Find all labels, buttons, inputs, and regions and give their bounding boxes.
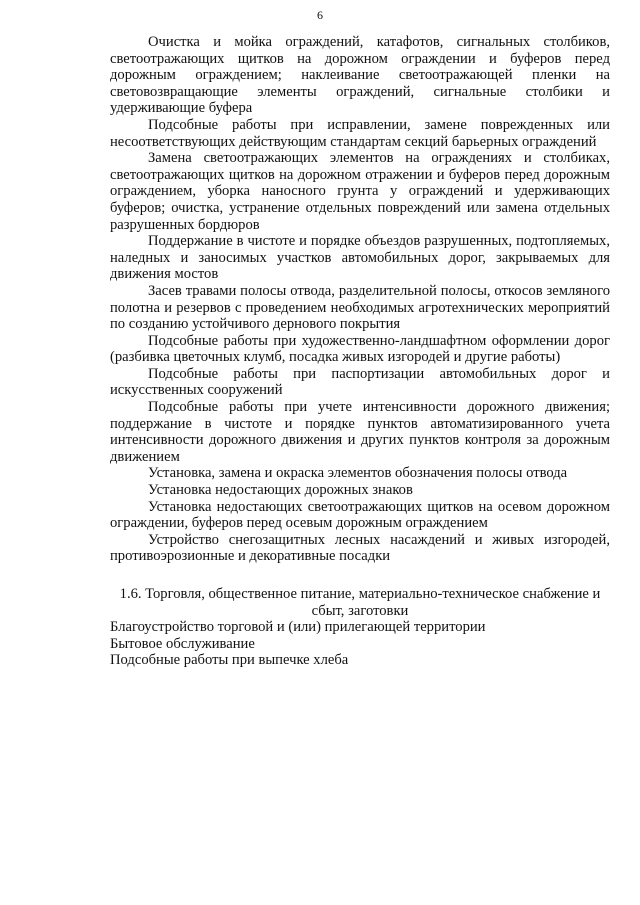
paragraph: Установка недостающих светоотражающих щитков на осевом дорожном ограждении, буферов перед осевым дорожным ограждением <box>110 498 610 532</box>
paragraph: Подсобные работы при художественно-ландшафтном оформлении дорог (разбивка цветочных клумб, посадка живых изгородей и другие работы) <box>110 332 610 366</box>
page-number: 6 <box>317 8 323 22</box>
paragraph: Поддержание в чистоте и порядке объездов разрушенных, подтопляемых, наледных и заносимых участков автомобильных дорог, закрываемых для движения мостов <box>110 233 610 283</box>
paragraph: Подсобные работы при учете интенсивности дорожного движения; поддержание в чистоте и порядке пунктов автоматизированного учета интенсивности дорожного движения и других пунктов контроля за дорожным движением <box>110 399 610 465</box>
paragraph: Устройство снегозащитных лесных насаждений и живых изгородей, противоэрозионные и декоративные посадки <box>110 531 610 565</box>
paragraph: Засев травами полосы отвода, разделительной полосы, откосов земляного полотна и резервов с проведением необходимых агротехнических мероприятий по созданию устойчивого дернового покрытия <box>110 282 610 333</box>
paragraph: Установка недостающих дорожных знаков <box>148 482 413 499</box>
paragraph: Очистка и мойка ограждений, катафотов, сигнальных столбиков, светоотражающих щитков на дорожном ограждении и буферов перед дорожным ограждением; наклеивание светоотражающей пленки на световозвращающие элементы ограждений, сигнальные столбики и удерживающие буфера <box>110 34 610 117</box>
paragraph: Установка, замена и окраска элементов обозначения полосы отвода <box>148 465 568 482</box>
section-heading: 1.6. Торговля, общественное питание, материально-техническое снабжение и сбыт, заготовки <box>119 586 601 619</box>
paragraph: Замена светоотражающих элементов на ограждениях и столбиках, светоотражающих щитков на дорожном отражении и буферов перед дорожным ограждением, уборка наносного грунта у ограждений и удерживающих буферов; очистка, устранение отдельных повреждений или замена отдельных разрушенных бордюров <box>110 150 610 233</box>
section-item: Подсобные работы при выпечке хлеба <box>110 652 349 669</box>
section-item: Благоустройство торговой и (или) прилегающей территории <box>110 619 486 636</box>
paragraph: Подсобные работы при паспортизации автомобильных дорог и искусственных сооружений <box>110 365 610 399</box>
document-body <box>110 34 610 669</box>
section-item: Бытовое обслуживание <box>110 635 255 652</box>
paragraph: Подсобные работы при исправлении, замене поврежденных или несоответствующих действующим стандартам секций барьерных ограждений <box>110 116 610 150</box>
